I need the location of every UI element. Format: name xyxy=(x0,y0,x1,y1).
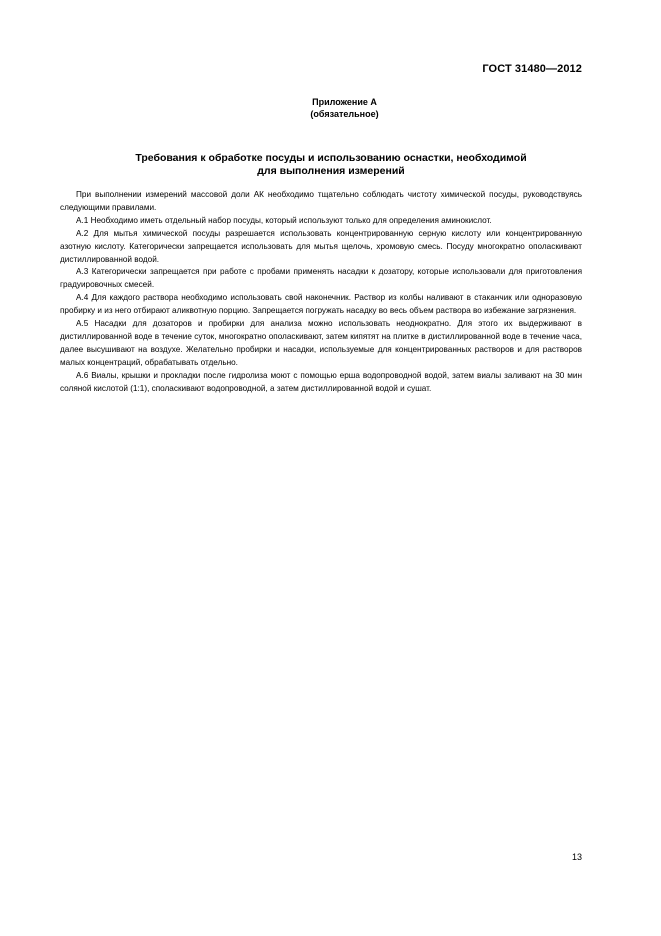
paragraph-a2: А.2 Для мытья химической посуды разрешается использовать концентрированную серную кислоту или концентрированную азотную кислоту. Категорически запрещается использовать для мытья щелочь, хромовую смесь. Посуду многократно ополаскивают дистиллированной водой. xyxy=(60,228,582,264)
body-text xyxy=(60,189,582,396)
paragraph-a5: А.5 Насадки для дозаторов и пробирки для анализа можно использовать неоднократно. Для этого их выдерживают в дистиллированной воде в течение суток, многократно ополаскивают, затем кипятят на плитке в дистиллированной воде в течение часа, далее высушивают на воздухе. Желательно пробирки и насадки, используемые для концентрированных растворов и для растворов малых концентраций, обрабатывать отдельно. xyxy=(60,319,582,367)
annex-title: Приложение А xyxy=(312,97,377,107)
paragraph-a4: А.4 Для каждого раствора необходимо использовать свой наконечник. Раствор из колбы наливают в стаканчик или одноразовую пробирку и из него отбирают аликвотную порцию. Запрещается погружать насадку во весь объем раствора во избежание загрязнения. xyxy=(60,293,582,316)
title-line-2: для выполнения измерений xyxy=(257,165,405,177)
paragraph-intro: При выполнении измерений массовой доли АК необходимо тщательно соблюдать чистоту химической посуды, руководствуясь следующими правилами. xyxy=(60,190,582,212)
annex-status: (обязательное) xyxy=(310,109,379,119)
standard-code: ГОСТ 31480—2012 xyxy=(482,63,582,75)
title-line-1: Требования к обработке посуды и использованию оснастки, необходимой xyxy=(135,152,527,164)
paragraph-a1: А.1 Необходимо иметь отдельный набор посуды, который используют только для определения аминокислот. xyxy=(76,215,492,225)
paragraph-a3: А.3 Категорически запрещается при работе с пробами применять насадки к дозатору, которые использовали для приготовления градуировочных смесей. xyxy=(60,267,582,290)
annex-heading xyxy=(0,96,661,120)
paragraph-a6: А.6 Виалы, крышки и прокладки после гидролиза моют с помощью ерша водопроводной водой, затем виалы заливают на 30 мин соляной кислотой (1:1), споласкивают водопроводной, а затем дистиллированной водой и сушат. xyxy=(60,370,582,393)
page-title xyxy=(80,152,582,178)
page-number: 13 xyxy=(571,852,582,862)
